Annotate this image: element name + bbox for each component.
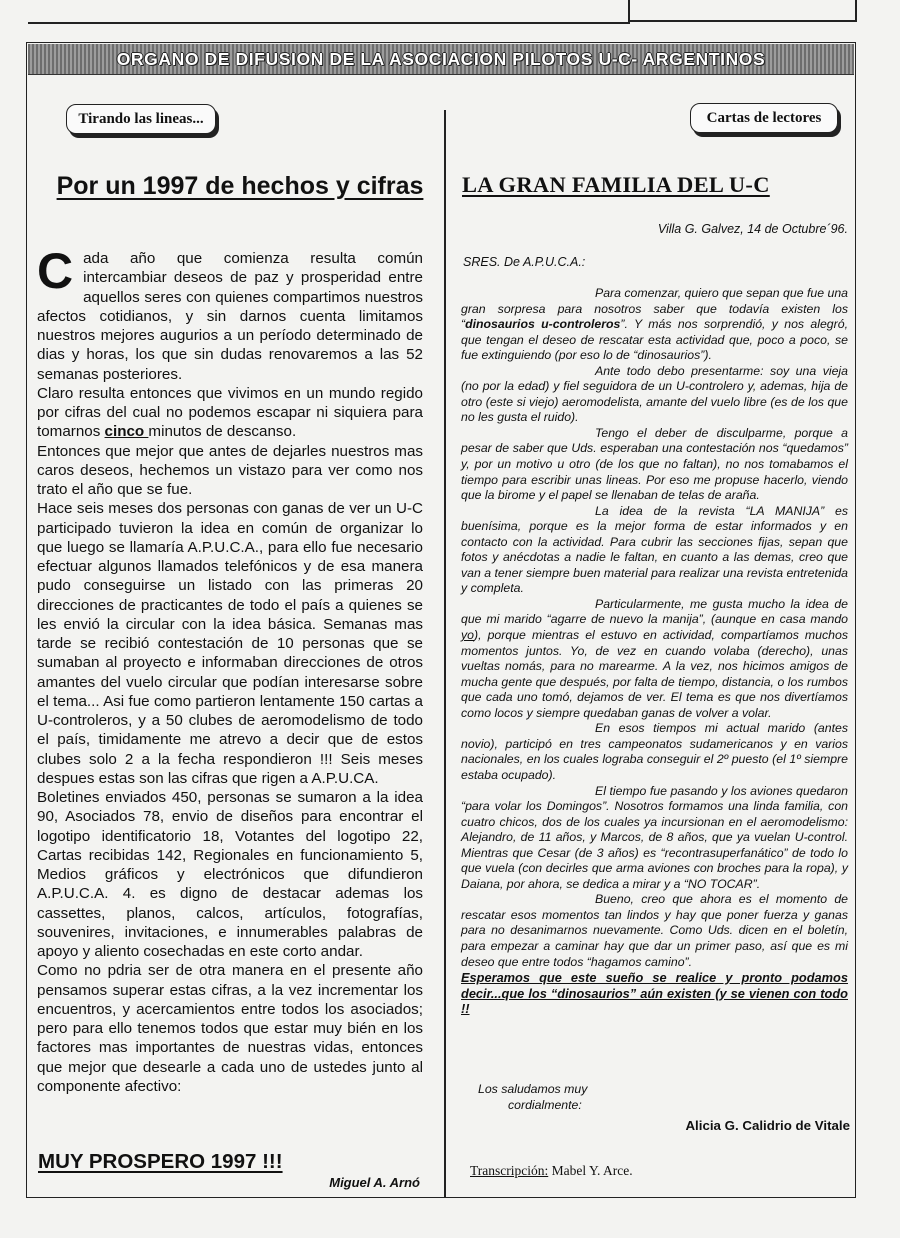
left-paragraph-6: Como no pdria ser de otra manera en el presente año pensamos superar estas cifras, a la vez incrementar los encuentros, y acercamientos entre todos los asociados; pero para ello tenemos todos que estar muy bién en los factores mas importantes de nuestras vidas, entonces que mejor que desearle a cada uno de ustedes junto al componente afectivo: [37, 962, 423, 1095]
letter-p1-bold: dinosaurios u-controleros [465, 317, 621, 332]
left-author: Miguel A. Arnó [329, 1175, 420, 1190]
letter-p1-text-a: Para comenzar, quiero que sepan que fue una gran sorpresa para nosotros saber que todavía existen los “ [461, 286, 848, 332]
masthead-text: ORGANO DE DIFUSION DE LA ASOCIACION PILOTOS U-C- ARGENTINOS [116, 48, 766, 69]
left-article-title: Por un 1997 de hechos y cifras [56, 172, 424, 200]
letter-p1-text-b: ”. Y más nos sorprendió, y nos alegró, que tengan el deseo de rescatar esta actividad que, poco a poco, se fue extinguiendo (por eso lo de “dinosaurios”). [461, 317, 848, 363]
closing-wish: MUY PROSPERO 1997 !!! [38, 1150, 283, 1173]
letter-paragraph-1 [461, 286, 848, 364]
letter-greeting-line-1: Los saludamos muy [478, 1082, 588, 1096]
top-border-right [628, 0, 857, 22]
section-label-left: Tirando las lineas... [66, 104, 216, 134]
letter-paragraph-7: El tiempo fue pasando y los aviones quedaron “para volar los Domingos”. Nosotros formamos una linda familia, con cuatro chicos, dos de los cuales ya incursionan en el aeromodelismo: Alejandro, de 11 años, y Marcos, de 8 años, que ya vuelan U-control. Mientras que Cesar (de 3 años) es “recontrasuperfanático” de todo lo que vuela (con decirles que arma aviones con broches para la ropa), y Daiana, por ahora, se dedica a mirar y a “NO TOCAR”. [461, 783, 848, 891]
letter-paragraph-2: Ante todo debo presentarme: soy una vieja (no por la edad) y fiel seguidora de un U-controlero y, ademas, hija de otro (este si viejo) aeromodelista, amante del vuelo libre (es de los que no les gusta el ruido). [461, 363, 848, 425]
letter-signature: Alicia G. Calidrio de Vitale [685, 1118, 850, 1133]
letter-paragraph-6: En esos tiempos mi actual marido (antes novio), participó en tres campeonatos sudamericanos y en varios nacionales, en los cuales lograba conseguir el 2º puesto (el 1º siempre estaba ocupado). [461, 721, 848, 782]
left-paragraph-5: Boletines enviados 450, personas se sumaron a la idea 90, Asociados 78, envio de diseños para encontrar el logotipo identificatorio 18, Votantes del logotipo 22, Cartas recibidas 142, Regionales en funcionamiento 5, Medios gráficos y electrónicos que difundieron A.P.U.C.A. 4. es digno de destacar ademas los cassettes, planos, calcos, artículos, fotografías, souvenires, invitaciones, e innumerables palabras de apoyo y aliento cosechadas en este corto andar. [37, 789, 423, 960]
section-label-right: Cartas de lectores [690, 103, 838, 133]
letter-greeting-line-2: cordialmente: [508, 1098, 582, 1112]
letter-body [461, 286, 848, 1017]
letter-p5-text-a: Particularmente, me gusta mucho la idea de que mi marido “agarre de nuevo la manija”, (aunque en casa mando [461, 596, 848, 627]
transcription-name: Mabel Y. Arce. [548, 1163, 633, 1178]
letter-paragraph-8: Bueno, creo que ahora es el momento de rescatar esos momentos tan lindos y hay que poner fuerza y ganas para no desanimarnos nuevamente. Como Uds. dicen en el boletín, para empezar a caminar hay que dar un primer paso, así que es mi deseo que entre todos “hagamos camino”. [461, 892, 848, 969]
letter-date: Villa G. Galvez, 14 de Octubre´96. [657, 222, 848, 236]
letter-paragraph-4: La idea de la revista “LA MANIJA” es buenísima, porque es la mejor forma de estar informados y en contacto con la actividad. Para cubrir las secciones fijas, sepan que fotos y anécdotas a nadie le faltan, en cuanto a las demas, creo que van a tener siempre buen material para realizar una revista entretenida y completa. [461, 503, 848, 596]
top-border [0, 0, 900, 30]
column-divider [444, 110, 446, 1198]
left-p2-text-b: minutos de descanso. [148, 423, 297, 441]
masthead-banner [28, 44, 854, 75]
left-paragraph-4: Hace seis meses dos personas con ganas de ver un U-C participado tuvieron la idea en común de organizar lo que luego se llamaría A.P.U.C.A., para ello fue necesario efectuar algunos llamados telefónicos y de esa manera pudo conseguirse un listado con las primeras 20 direcciones de practicantes de todo el país a quienes se les envió la circular con la idea básica. Semanas mas tarde se recibió contestación de 10 personas que se sumaban al proyecto e informaban direcciones de otros amantes del vuelo circular que podían interesarse sobre el tema... Asi fue como partieron lentamente 150 cartas a U-controleros, y a 50 clubes de aeromodelismo de todo el país, timidamente me atrevo a decir que de estos clubes solo 2 a la fecha respondieron !!! Seis meses despues estas son las cifras que rigen a A.P.U.CA. [37, 500, 423, 787]
transcription-label: Transcripción: [470, 1163, 549, 1178]
letter-p5-text-b: ), porque mientras el estuvo en actividad, compartíamos muchos momentos juntos. Yo, de vez en cuando volaba (derecho), unas vueltas nomás, para no marearme. A la vez, nos hicimos amigos de mucha gente que después, por falta de tiempo, distancia, o los rumbos que cada uno tomó, dejamos de ver. El tema es que nos divertíamos como locos y siempre quedaban ganas de volver a volar. [461, 628, 848, 720]
letter-paragraph-5 [461, 597, 848, 721]
letter-paragraph-3: Tengo el deber de disculparme, porque a pesar de saber que Uds. esperaban una contestación nos “quedamos” y, por un motivo u otro (de los que no faltan), no nos tomabamos el tiempo para escribir unas lineas. Por eso me propuse hacerlo, viendo que la birome y el papel se llenaban de telas de araña. [461, 425, 848, 503]
left-p1-text: ada año que comienza resulta común intercambiar deseos de paz y prosperidad entre aquellos seres con quienes compartimos nuestros afectos cotidianos, y sin darnos cuenta limitamos nuestros mejores augurios a un período determinado de dias y horas, los que sin dudas renovaremos a las 52 semanas posteriores. [37, 250, 423, 383]
letter-p5-underlined: yo [461, 628, 474, 643]
drop-cap: C [37, 243, 74, 299]
left-article-body [37, 243, 423, 1096]
letter-paragraph-9: Esperamos que este sueño se realice y pronto podamos decir...que los “dinosaurios” aún existen (y se vienen con todo !! [461, 970, 848, 1017]
letter-salutation: SRES. De A.P.U.C.A.: [463, 255, 586, 269]
left-paragraph-2 [37, 384, 423, 442]
left-paragraph-3: Entonces que mejor que antes de dejarles nuestros mas caros deseos, hechemos un vistazo para ver como nos trato el año que se fue. [37, 442, 423, 498]
top-border-left [28, 0, 630, 24]
left-p2-emphasis: cinco [104, 423, 149, 441]
left-paragraph-1 [37, 243, 423, 384]
transcription-credit [470, 1163, 633, 1179]
right-article-title: LA GRAN FAMILIA DEL U-C [462, 172, 770, 197]
left-p2-text-a: Claro resulta entonces que vivimos en un mundo regido por cifras del cual no podemos escapar ni siquiera para tomarnos [37, 384, 423, 441]
